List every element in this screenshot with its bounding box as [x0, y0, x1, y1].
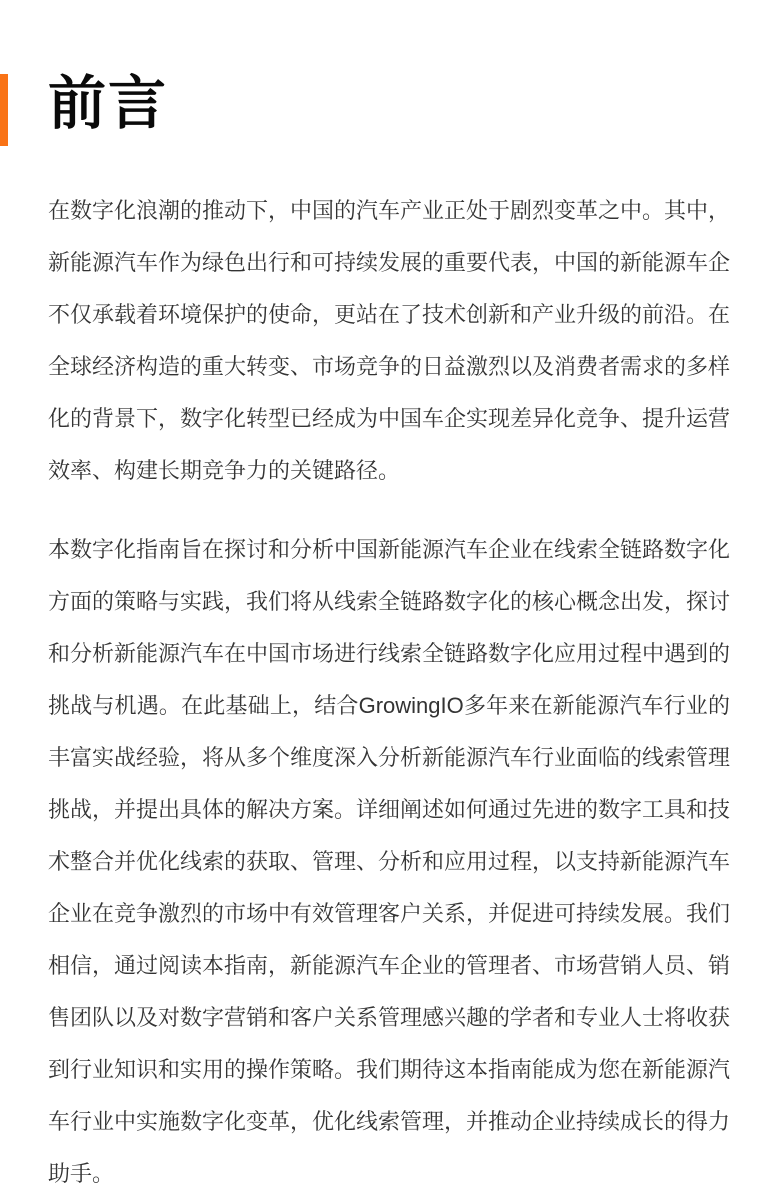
paragraph-guide-overview: 本数字化指南旨在探讨和分析中国新能源汽车企业在线索全链路数字化方面的策略与实践，我们将从线索全链路数字化的核心概念出发，探讨和分析新能源汽车在中国市场进行线索全链路数字化应用过程中遇到的挑战与机遇。在此基础上，结合GrowingIO多年来在新能源汽车行业的丰富实战经验，将从多个维度深入分析新能源汽车行业面临的线索管理挑战，并提出具体的解决方案。详细阐述如何通过先进的数字工具和技术整合并优化线索的获取、管理、分析和应用过程，以支持新能源汽车企业在竞争激烈的市场中有效管理客户关系，并促进可持续发展。我们相信，通过阅读本指南，新能源汽车企业的管理者、市场营销人员、销售团队以及对数字营销和客户关系管理感兴趣的学者和专业人士将收获到行业知识和实用的操作策略。我们期待这本指南能成为您在新能源汽车行业中实施数字化变革，优化线索管理，并推动企业持续成长的得力助手。	[48, 537, 731, 1186]
title-accent-bar	[0, 74, 8, 146]
body-text	[48, 185, 730, 1200]
page-title: 前言	[48, 71, 169, 136]
paragraph-intro-industry: 在数字化浪潮的推动下，中国的汽车产业正处于剧烈变革之中。其中，新能源汽车作为绿色出行和可持续发展的重要代表，中国的新能源车企不仅承载着环境保护的使命，更站在了技术创新和产业升级的前沿。在全球经济构造的重大转变、市场竞争的日益激烈以及消费者需求的多样化的背景下，数字化转型已经成为中国车企实现差异化竞争、提升运营效率、构建长期竞争力的关键路径。	[48, 198, 731, 483]
